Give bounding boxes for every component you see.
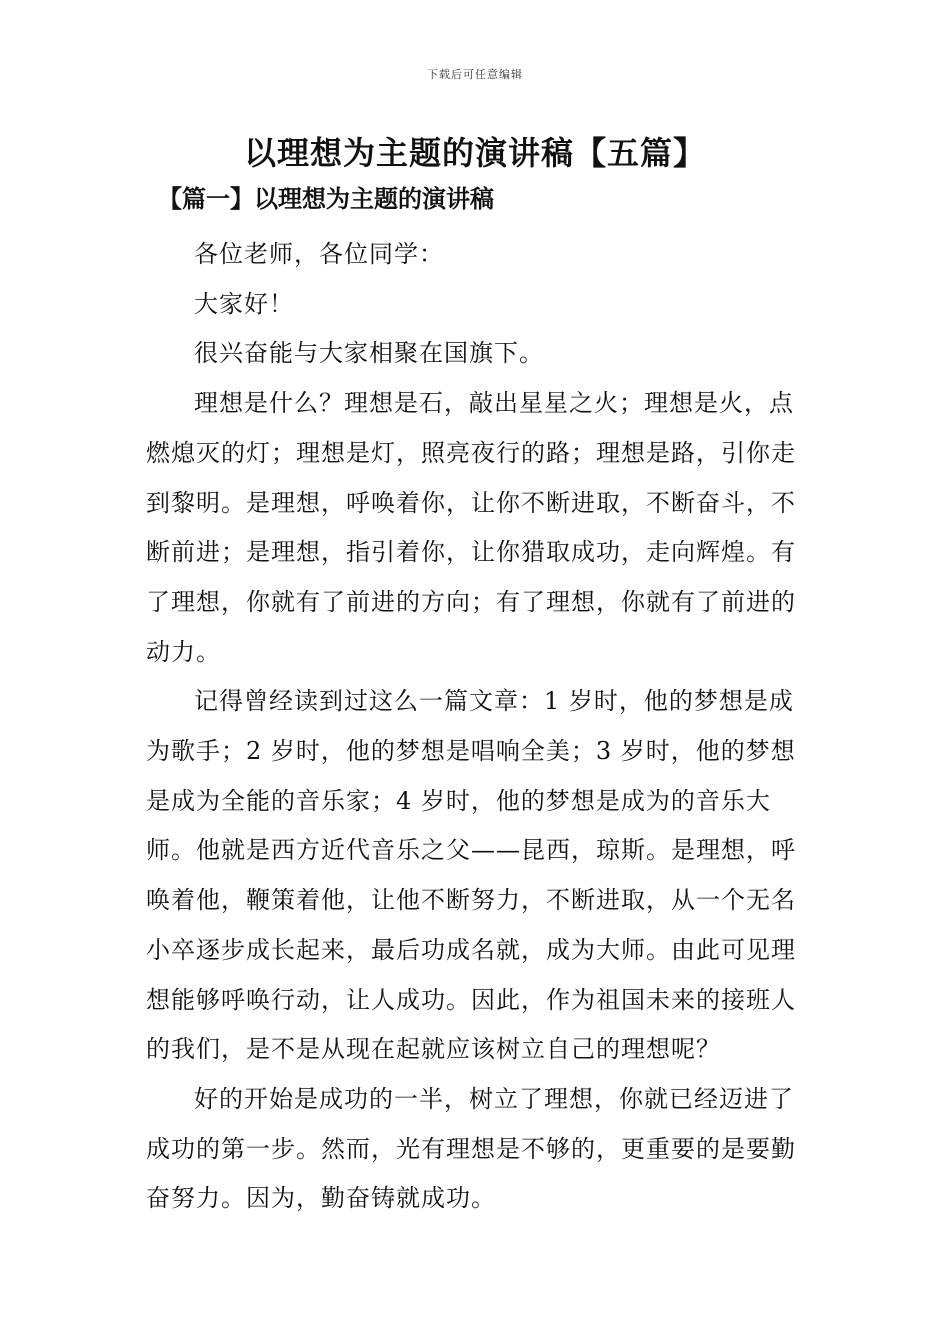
document-title: 以理想为主题的演讲稿【五篇】	[243, 134, 706, 172]
paragraph-story: 记得曾经读到过这么一篇文章：1 岁时，他的梦想是成为歌手；2 岁时，他的梦想是唱响全美；3 岁时，他的梦想是成为全能的音乐家；4 岁时，他的梦想是成为的音乐大师。他就是西方近代音乐之父——昆西，琼斯。是理想，呼唤着他，鞭策着他，让他不断努力，不断进取，从一个无名小卒逐步成长起来，最后功成名就，成为大师。由此可见理想能够呼唤行动，让人成功。因此，作为祖国未来的接班人的我们，是不是从现在起就应该树立自己的理想呢？	[146, 687, 796, 1064]
paragraph-hello: 大家好！	[194, 289, 294, 318]
speech-body	[146, 230, 814, 1224]
paragraph-diligence: 好的开始是成功的一半，树立了理想，你就已经迈进了成功的第一步。然而，光有理想是不够的，更重要的是要勤奋努力。因为，勤奋铸就成功。	[146, 1084, 796, 1213]
section-heading: 【篇一】以理想为主题的演讲稿	[158, 184, 494, 213]
header-note: 下载后可任意编辑	[427, 68, 523, 81]
paragraph-what-is-ideal: 理想是什么？理想是石，敲出星星之火；理想是火，点燃熄灭的灯；理想是灯，照亮夜行的路；理想是路，引你走到黎明。是理想，呼唤着你，让你不断进取，不断奋斗，不断前进；是理想，指引着你，让你猎取成功，走向辉煌。有了理想，你就有了前进的方向；有了理想，你就有了前进的动力。	[146, 389, 796, 666]
paragraph-opening: 很兴奋能与大家相聚在国旗下。	[194, 339, 544, 368]
paragraph-greeting: 各位老师，各位同学：	[194, 240, 444, 268]
